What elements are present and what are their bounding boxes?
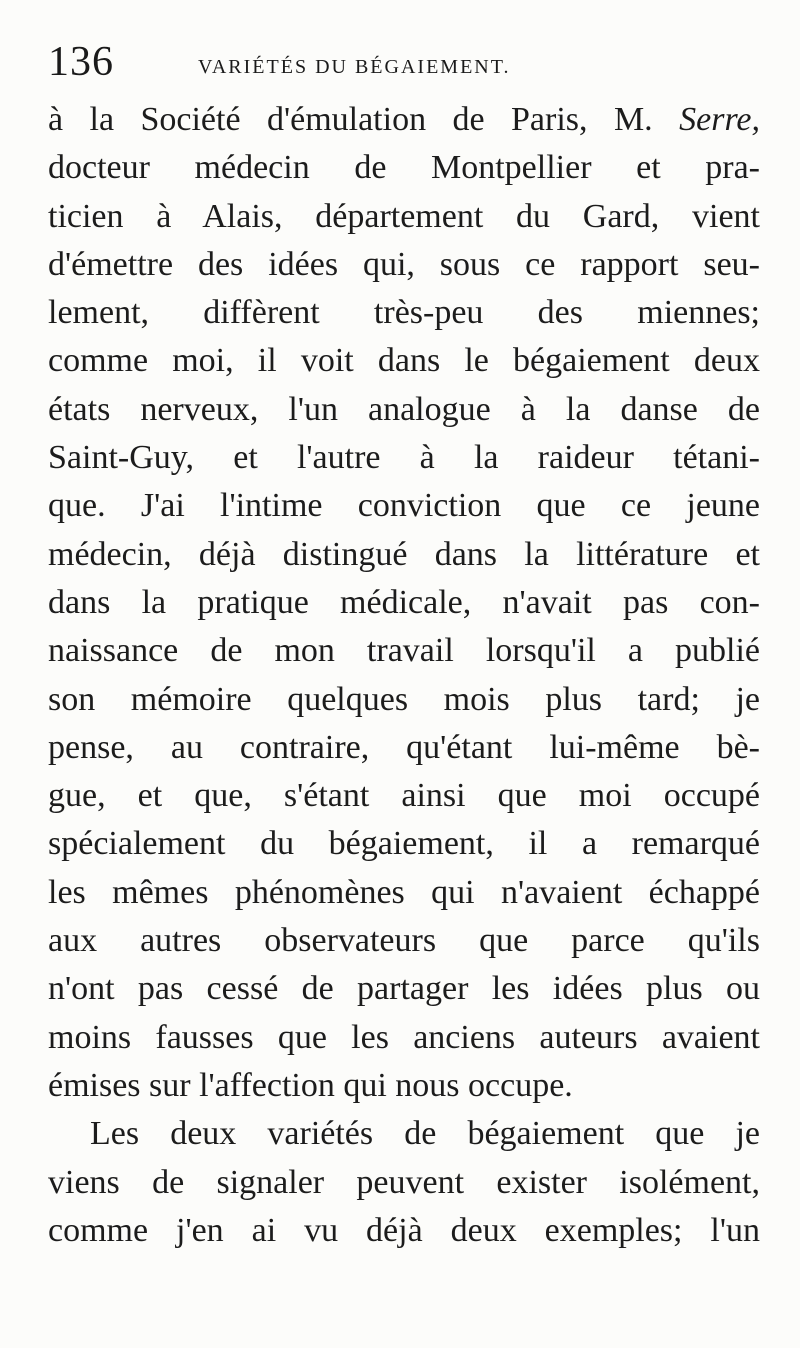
page-number: 136: [48, 39, 114, 85]
text-line-segment: à la Société d'émulation de Paris, M.: [48, 101, 653, 138]
text-line: médecin, déjà distingué dans la littérature et: [48, 535, 760, 573]
text-line: comme j'en ai vu déjà deux exemples; l'un: [48, 1211, 760, 1249]
text-line: dans la pratique médicale, n'avait pas con-: [48, 583, 760, 621]
text-line: lement, diffèrent très-peu des miennes;: [48, 294, 760, 332]
text-line: Saint-Guy, et l'autre à la raideur tétani-: [48, 439, 760, 477]
text-line: états nerveux, l'un analogue à la danse de: [48, 390, 760, 428]
text-line: comme moi, il voit dans le bégaiement deux: [48, 342, 760, 380]
text-line: son mémoire quelques mois plus tard; je: [48, 680, 760, 718]
running-title: VARIÉTÉS DU BÉGAIEMENT.: [198, 56, 511, 78]
text-line: viens de signaler peuvent exister isolément,: [48, 1163, 760, 1201]
text-line: n'ont pas cessé de partager les idées plus ou: [48, 970, 760, 1008]
text-line: que. J'ai l'intime conviction que ce jeune: [48, 487, 760, 525]
text-line: les mêmes phénomènes qui n'avaient échappé: [48, 873, 760, 911]
text-line: spécialement du bégaiement, il a remarqué: [48, 825, 760, 863]
text-line: moins fausses que les anciens auteurs avaient: [48, 1018, 760, 1056]
author-name: Serre,: [679, 101, 761, 138]
text-line: émises sur l'affection qui nous occupe.: [48, 1066, 573, 1104]
text-line: gue, et que, s'étant ainsi que moi occupé: [48, 777, 760, 815]
body-text: [48, 96, 760, 1255]
text-line: d'émettre des idées qui, sous ce rapport seu-: [48, 245, 760, 283]
text-line: ticien à Alais, département du Gard, vient: [48, 197, 760, 235]
text-line: Les deux variétés de bégaiement que je: [90, 1115, 760, 1153]
text-line: docteur médecin de Montpellier et pra-: [48, 149, 760, 187]
text-line: naissance de mon travail lorsqu'il a publié: [48, 632, 760, 670]
text-line: aux autres observateurs que parce qu'ils: [48, 922, 760, 960]
page-header: [48, 38, 758, 98]
text-line: [48, 96, 760, 144]
text-line: pense, au contraire, qu'étant lui-même bè-: [48, 728, 760, 766]
